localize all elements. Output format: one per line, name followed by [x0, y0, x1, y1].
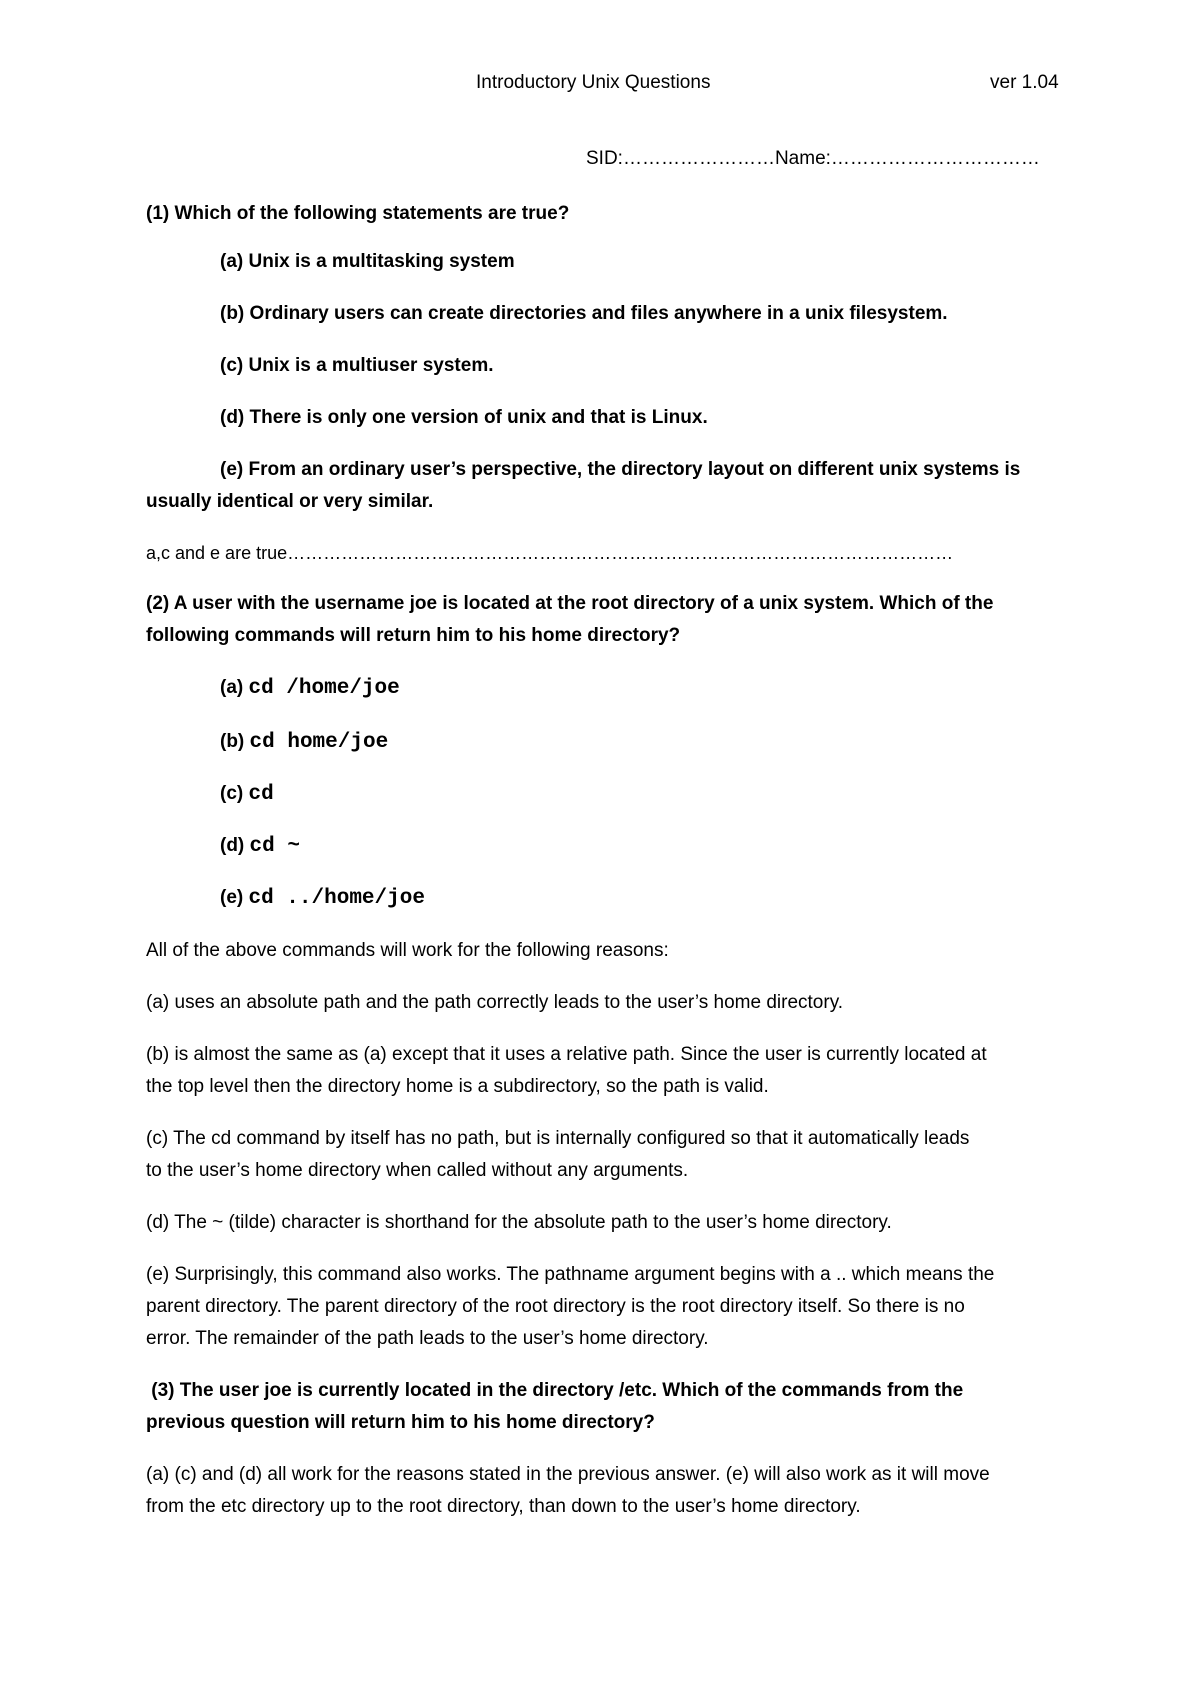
q2-command-d: cd ~	[249, 835, 300, 858]
q2-reason-a: (a) uses an absolute path and the path correctly leads to the user’s home directory.	[146, 992, 844, 1013]
q2-option-c: (c) cd	[220, 783, 274, 806]
q1-option-c: (c) Unix is a multiuser system.	[220, 355, 494, 376]
q2-reason-c-line2: to the user’s home directory when called without any arguments.	[146, 1160, 689, 1181]
q2-command-a: cd /home/joe	[248, 677, 400, 700]
q2-option-e: (e) cd ../home/joe	[220, 887, 425, 910]
question-2-line2: following commands will return him to his home directory?	[146, 625, 681, 646]
q2-option-b: (b) cd home/joe	[220, 731, 389, 754]
q1-option-e-line2: usually identical or very similar.	[146, 491, 434, 512]
question-1: (1) Which of the following statements are true?	[146, 203, 570, 224]
question-3-line1: (3) The user joe is currently located in the directory /etc. Which of the commands from the	[146, 1380, 964, 1401]
question-2-line1: (2) A user with the username joe is located at the root directory of a unix system. Which of the	[146, 593, 994, 614]
q1-option-d: (d) There is only one version of unix and that is Linux.	[220, 407, 708, 428]
q2-command-e: cd ../home/joe	[248, 887, 425, 910]
q2-reason-e-line2: parent directory. The parent directory of the root directory is the root directory itself. So there is no	[146, 1296, 965, 1317]
q1-option-e-line1: (e) From an ordinary user’s perspective, the directory layout on different unix systems is	[220, 459, 1021, 480]
question-3-line2: previous question will return him to his home directory?	[146, 1412, 655, 1433]
q2-option-d: (d) cd ~	[220, 835, 300, 858]
q3-answer-line2: from the etc directory up to the root directory, than down to the user’s home directory.	[146, 1496, 861, 1517]
q2-reason-b-line1: (b) is almost the same as (a) except that it uses a relative path. Since the user is currently located at	[146, 1044, 987, 1065]
q2-command-b: cd home/joe	[249, 731, 389, 754]
q2-reason-e-line3: error. The remainder of the path leads to the user’s home directory.	[146, 1328, 709, 1349]
q3-answer-line1: (a) (c) and (d) all work for the reasons stated in the previous answer. (e) will also work as it will move	[146, 1464, 990, 1485]
q2-reason-c-line1: (c) The cd command by itself has no path, but is internally configured so that it automatically leads	[146, 1128, 970, 1149]
q1-option-a: (a) Unix is a multitasking system	[220, 251, 515, 272]
q2-reason-d: (d) The ~ (tilde) character is shorthand for the absolute path to the user’s home directory.	[146, 1212, 892, 1233]
q2-option-a: (a) cd /home/joe	[220, 677, 400, 700]
q2-command-c: cd	[248, 783, 274, 806]
q2-reason-b-line2: the top level then the directory home is a subdirectory, so the path is valid.	[146, 1076, 769, 1097]
q1-option-b: (b) Ordinary users can create directories and files anywhere in a unix filesystem.	[220, 303, 948, 324]
header-version: ver 1.04	[990, 72, 1059, 93]
header-title: Introductory Unix Questions	[476, 72, 711, 93]
q2-reason-e-line1: (e) Surprisingly, this command also works. The pathname argument begins with a .. which means the	[146, 1264, 995, 1285]
sid-name-line: SID:……………………Name:……………………………	[586, 148, 1040, 169]
q2-answer-intro: All of the above commands will work for the following reasons:	[146, 940, 669, 961]
q1-answer: a,c and e are true…………………………………………………………………………………………………	[146, 543, 954, 563]
